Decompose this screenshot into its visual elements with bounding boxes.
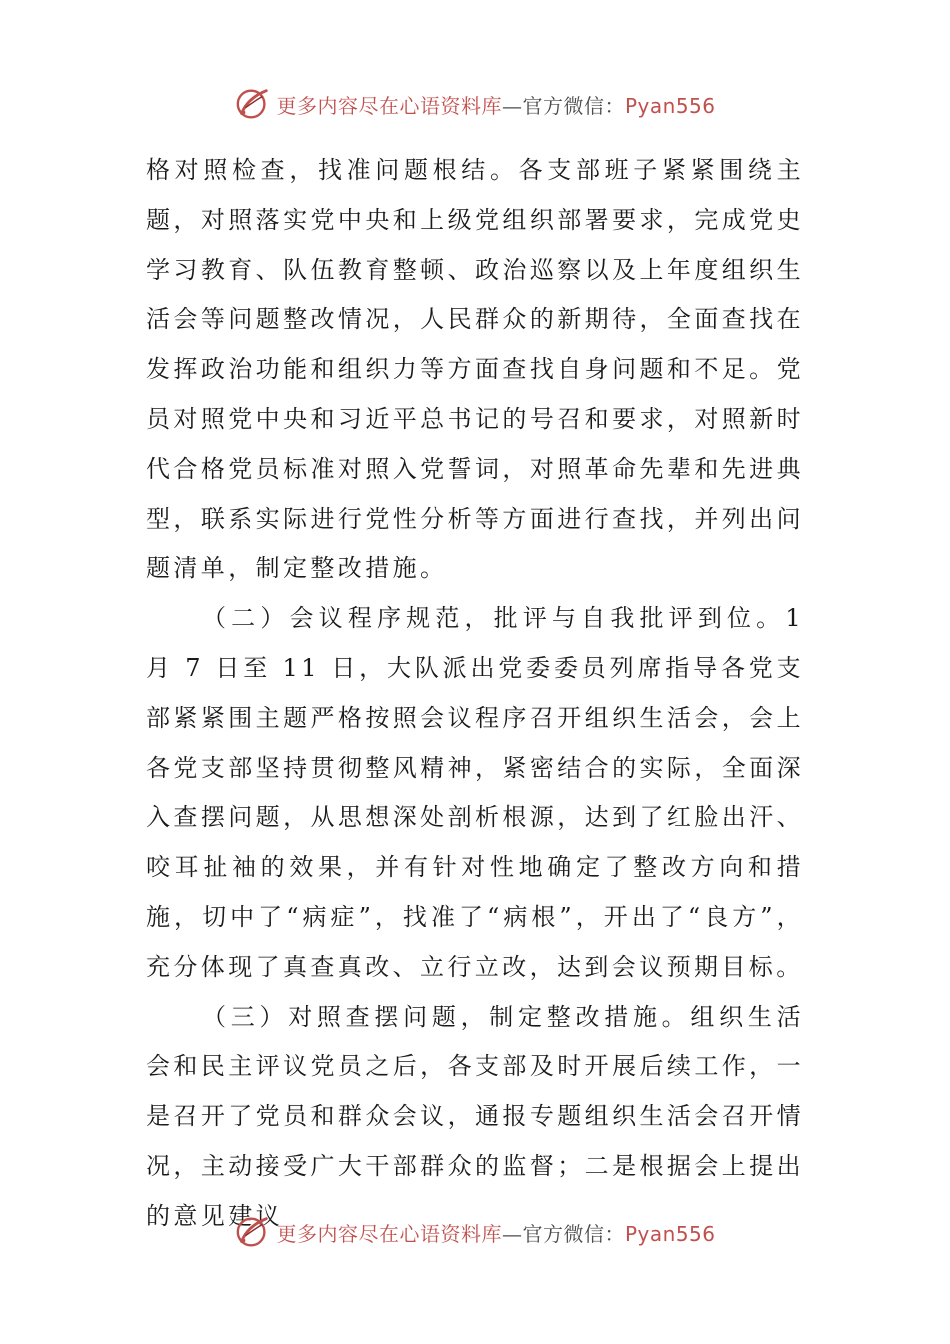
banner-text bbox=[276, 90, 715, 119]
document-body bbox=[146, 146, 804, 1242]
banner-wechat-id: Pyan556 bbox=[624, 93, 716, 118]
pen-logo-icon bbox=[234, 1213, 272, 1251]
paragraph-3: （三）对照查摆问题，制定整改措施。组织生活会和民主评议党员之后，各支部及时开展后续工作，一是召开了党员和群众会议，通报专题组织生活会召开情况，主动接受广大干部群众的监督；二是根据会上提出的意见建议 bbox=[146, 1002, 804, 1230]
paragraph-2: （二）会议程序规范，批评与自我批评到位。1 月 7 日至 11 日，大队派出党委委员列席指导各党支部紧紧围主题严格按照会议程序召开组织生活会，会上各党支部坚持贯彻整风精神，紧密结合的实际，全面深入查摆问题，从思想深处剖析根源，达到了红脸出汗、咬耳扯袖的效果，并有针对性地确定了整改方向和措施，切中了“病症”，找准了“病根”，开出了“良方”，充分体现了真查真改、立行立改，达到会议预期目标。 bbox=[146, 604, 804, 981]
banner-label: 官方微信： bbox=[522, 93, 625, 118]
header-banner bbox=[0, 84, 950, 124]
banner-main-text: 更多内容尽在心语资料库 bbox=[276, 1221, 502, 1246]
banner-main-text: 更多内容尽在心语资料库 bbox=[276, 93, 502, 118]
footer-banner bbox=[0, 1212, 950, 1252]
pen-logo-icon bbox=[234, 85, 272, 123]
banner-dash: — bbox=[501, 93, 523, 118]
banner-dash: — bbox=[501, 1221, 523, 1246]
banner-text bbox=[276, 1218, 715, 1247]
paragraph-1: 格对照检查，找准问题根结。各支部班子紧紧围绕主题，对照落实党中央和上级党组织部署要求，完成党史学习教育、队伍教育整顿、政治巡察以及上年度组织生活会等问题整改情况，人民群众的新期待，全面查找在发挥政治功能和组织力等方面查找自身问题和不足。党员对照党中央和习近平总书记的号召和要求，对照新时代合格党员标准对照入党誓词，对照革命先辈和先进典型，联系实际进行党性分析等方面进行查找，并列出问题清单，制定整改措施。 bbox=[146, 156, 804, 583]
banner-wechat-id: Pyan556 bbox=[624, 1221, 716, 1246]
banner-label: 官方微信： bbox=[522, 1221, 625, 1246]
